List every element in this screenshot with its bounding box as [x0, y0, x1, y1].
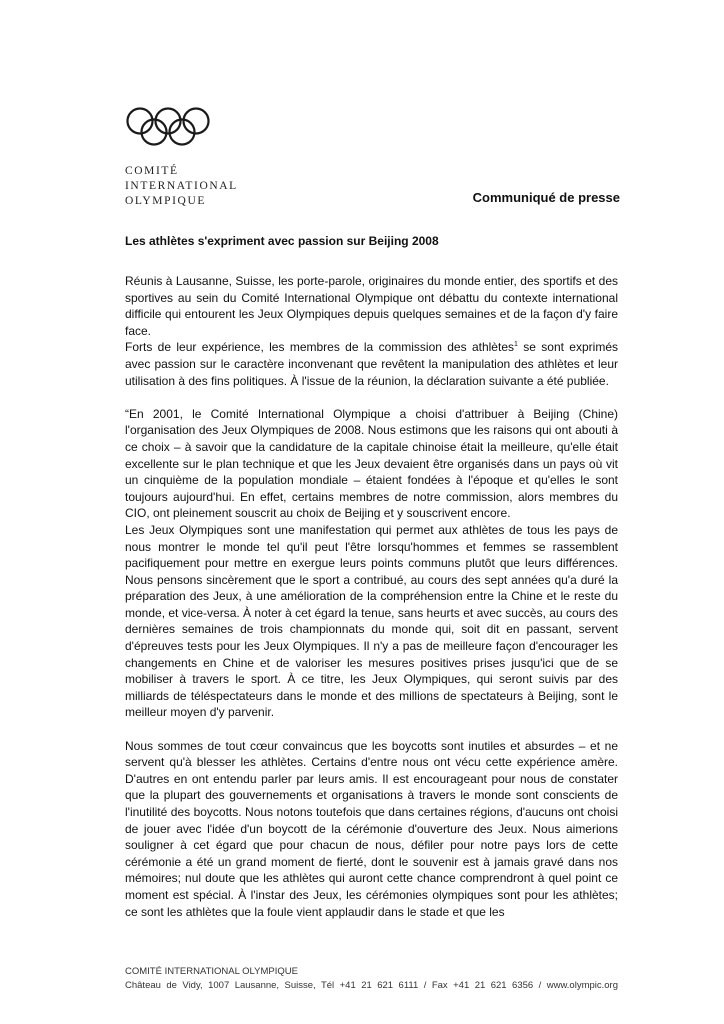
- paragraph-1: Réunis à Lausanne, Suisse, les porte-parole, originaires du monde entier, des sportifs et des sportives au sein du Comité International Olympique ont débattu du contexte international difficile qui entourent les Jeux Olympiques depuis quelques semaines et de la façon d'y faire face.: [125, 274, 618, 338]
- org-name-line-2: INTERNATIONAL: [125, 180, 238, 192]
- olympic-rings-logo: [125, 106, 211, 148]
- org-name-line-1: COMITÉ: [125, 165, 179, 177]
- document-body: [125, 273, 618, 920]
- paragraph-2-text-before: Forts de leur expérience, les membres de la commission des athlètes: [125, 340, 514, 355]
- paragraph-3: “En 2001, le Comité International Olympique a choisi d'attribuer à Beijing (Chine) l'organisation des Jeux Olympiques de 2008. Nous estimons que les raisons qui ont abouti à ce choix – à savoir que la candidature de la capitale chinoise était la meilleure, qu'elle était excellente sur le plan technique et que les Jeux devaient être organisés dans un pays où vit un cinquième de la population mondiale – étaient fondées à l'époque et qu'elles le sont toujours aujourd'hui. En effet, certains membres de notre commission, alors membres du CIO, ont pleinement souscrit au choix de Beijing et y souscrivent encore.: [125, 406, 618, 521]
- footer-address: Château de Vidy, 1007 Lausanne, Suisse, Tél +41 21 621 6111 / Fax +41 21 621 6356 / www.olympic.org: [125, 980, 618, 991]
- org-name-line-3: OLYMPIQUE: [125, 195, 206, 207]
- organization-name: [125, 164, 238, 209]
- paragraph-5: Nous sommes de tout cœur convaincus que les boycotts sont inutiles et absurdes – et ne servent qu'à blesser les athlètes. Certains d'entre nous ont vécu cette expérience amère. D'autres en ont entendu parler par leurs amis. Il est encourageant pour nous de constater que la plupart des gouvernements et organisations à travers le monde sont conscients de l'inutilité des boycotts. Nous notons toutefois que dans certaines régions, d'aucuns ont choisi de jouer avec l'idée d'un boycott de la cérémonie d'ouverture des Jeux. Nous aimerions souligner à cet égard que pour chacun de nous, défiler pour notre pays lors de cette cérémonie a été un grand moment de fierté, dont le souvenir est à jamais gravé dans nos mémoires; nul doute que les athlètes qui auront cette chance comprendront à quel point ce moment est spécial. À l'instar des Jeux, les cérémonies olympiques sont pour les athlètes; ce sont les athlètes que la foule vient applaudir dans le stade et que les: [125, 738, 618, 919]
- paragraph-2: [125, 339, 618, 389]
- press-release-label: Communiqué de presse: [472, 190, 620, 205]
- document-headline: Les athlètes s'expriment avec passion sur Beijing 2008: [125, 234, 439, 248]
- paragraph-4: Les Jeux Olympiques sont une manifestation qui permet aux athlètes de tous les pays de nous montrer le monde tel qu'il peut l'être lorsqu'hommes et femmes se rassemblent pacifiquement pour mettre en exergue leurs points communs plutôt que leurs différences. Nous pensons sincèrement que le sport a contribué, au cours des sept années qu'a duré la préparation des Jeux, à une amélioration de la compréhension entre la Chine et le reste du monde, et vice-versa. À noter à cet égard la tenue, sans heurts et avec succès, au cours des dernières semaines de trois championnats du monde qui, soit dit en passant, servent d'épreuves tests pour les Jeux Olympiques. Il n'y a pas de meilleure façon d'encourager les changements en Chine et de valoriser les mesures positives prises jusqu'ici que de se mobiliser à travers le sport. À ce titre, les Jeux Olympiques, qui seront suivis par des milliards de téléspectateurs dans le monde et des millions de spectateurs à Beijing, sont le meilleur moyen d'y parvenir.: [125, 522, 618, 720]
- footer-org-name: COMITÉ INTERNATIONAL OLYMPIQUE: [125, 966, 298, 977]
- footnote-marker: 1: [514, 341, 518, 349]
- paragraph-2-text-after: se sont exprimés avec passion sur le caractère inconvenant que revêtent la manipulation des athlètes et leur utilisation à des fins politiques. À l'issue de la réunion, la déclaration suivante a été publiée.: [125, 340, 618, 388]
- olympic-rings-icon: [125, 106, 211, 148]
- page-footer: [125, 965, 618, 993]
